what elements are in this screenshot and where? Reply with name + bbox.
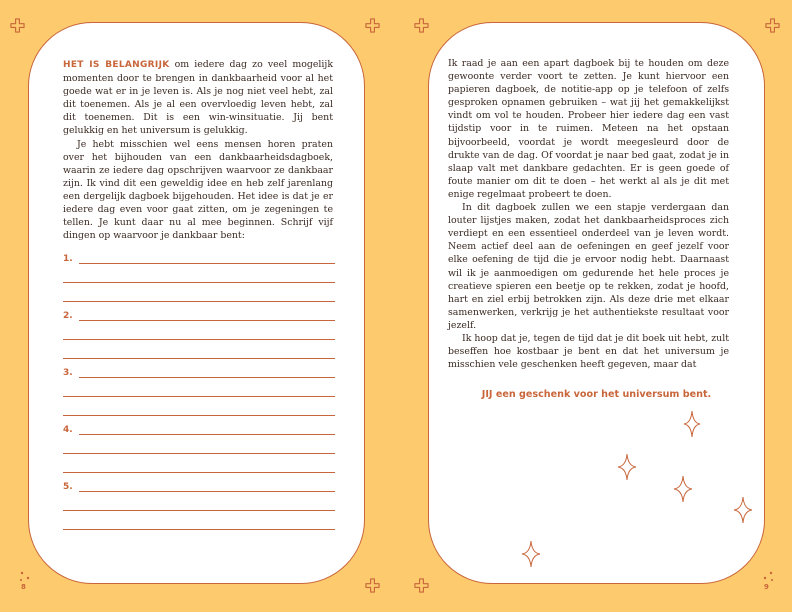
list-number: 2. — [63, 311, 73, 321]
body-paragraph: Ik raad je aan een apart dagboek bij te houden om deze gewoonte verder voort te zetten. Je kunt hiervoor een papieren dagboek, de notitie-app op je telefoon of zelfs gesproken opnamen gebruiken – wat jij het gemakkelijkst vindt om vol te houden. Probeer hier iedere dag een vast tijdstip voor in te ruimen. Meteen na het opstaan bijvoorbeeld, voordat je wordt meegesleurd door de drukte van de dag. Of voordat je naar bed gaat, zodat je in slaap valt met dankbare gedachten. Er is geen goede of foute manier om dit te doen – het werkt al als je dit met enige regelmaat probeert te doen. — [448, 58, 729, 200]
page-number-right: 9 — [764, 583, 769, 591]
writing-line[interactable] — [63, 301, 335, 302]
body-paragraph: In dit dagboek zullen we een stapje verdergaan dan louter lijstjes maken, zodat het dankbaarheidsproces zich verdiept en een essentieel onderdeel van je leven wordt. Neem actief deel aan de oefeningen en geef jezelf voor elke oefening de tijd die je ervoor nodig hebt. Daarnaast wil ik je aanmoedigen om gedurende het hele proces je creatieve spieren een beetje op te rekken, zodat je hoofd, hart en ziel erbij betrokken zijn. Als deze drie met elkaar samenwerken, verkrijg je het authentiekste resultaat voor jezelf. — [448, 202, 729, 331]
gratitude-list — [63, 254, 335, 539]
list-item[interactable] — [63, 254, 335, 311]
writing-line[interactable] — [63, 415, 335, 416]
writing-line[interactable] — [63, 396, 335, 397]
writing-line[interactable] — [63, 282, 335, 283]
page-number-left: 8 — [21, 583, 26, 591]
closing-statement: JIJ een geschenk voor het universum bent. — [481, 389, 712, 400]
right-page — [428, 22, 765, 584]
writing-line[interactable] — [63, 472, 335, 473]
writing-line[interactable] — [79, 263, 335, 264]
corner-plus-icon — [365, 578, 380, 593]
corner-plus-icon — [10, 18, 25, 33]
right-body-text — [448, 57, 729, 371]
writing-line[interactable] — [79, 320, 335, 321]
four-point-star-icon — [673, 475, 693, 503]
corner-plus-icon — [765, 18, 780, 33]
left-body-text — [63, 58, 333, 242]
writing-line[interactable] — [63, 339, 335, 340]
left-page — [28, 22, 365, 584]
corner-plus-icon — [365, 18, 380, 33]
list-item[interactable] — [63, 368, 335, 425]
writing-line[interactable] — [79, 377, 335, 378]
list-item[interactable] — [63, 425, 335, 482]
writing-line[interactable] — [63, 358, 335, 359]
list-number: 1. — [63, 254, 73, 264]
writing-line[interactable] — [79, 491, 335, 492]
writing-line[interactable] — [79, 434, 335, 435]
body-paragraph: Ik hoop dat je, tegen de tijd dat je dit boek uit hebt, zult beseffen hoe kostbaar je bent en dat het universum je misschien vele geschenken heeft gegeven, maar dat — [448, 332, 729, 371]
corner-plus-icon — [414, 578, 429, 593]
list-item[interactable] — [63, 311, 335, 368]
body-paragraph: Je hebt misschien wel eens mensen horen praten over het bijhouden van een dankbaarheidsdagboek, waarin ze iedere dag opschrijven waarvoor ze dankbaar zijn. Ik vind dit een geweldig idee en heb zelf jarenlang een dergelijk dagboek bijgehouden. Het idee is dat je er iedere dag even voor gaat zitten, om je zegeningen te tellen. Je kunt daar nu al mee beginnen. Schrijf vijf dingen op waarvoor je dankbaar bent: — [63, 138, 333, 242]
corner-plus-icon — [414, 18, 429, 33]
list-number: 5. — [63, 482, 73, 492]
four-point-star-icon — [617, 453, 637, 481]
writing-line[interactable] — [63, 510, 335, 511]
dots-cluster-icon — [18, 570, 36, 584]
intro-text: om iedere dag zo veel mogelijk momenten door te brengen in dankbaarheid voor al het goede wat er in je leven is. Als je nog niet veel hebt, zal dit toenemen. Als je al een overvloedig leven hebt, zal dit toenemen. Dit is een win-winsituatie. Jij bent gelukkig en het universum is gelukkig. — [63, 59, 334, 137]
four-point-star-icon — [733, 496, 753, 524]
list-item[interactable] — [63, 482, 335, 539]
four-point-star-icon — [683, 410, 701, 438]
intro-paragraph — [63, 58, 333, 138]
writing-line[interactable] — [63, 453, 335, 454]
dots-cluster-icon — [757, 570, 775, 584]
writing-line[interactable] — [63, 529, 335, 530]
lead-heading: HET IS BELANGRIJK — [63, 60, 170, 70]
list-number: 3. — [63, 368, 73, 378]
list-number: 4. — [63, 425, 73, 435]
four-point-star-icon — [521, 540, 541, 568]
